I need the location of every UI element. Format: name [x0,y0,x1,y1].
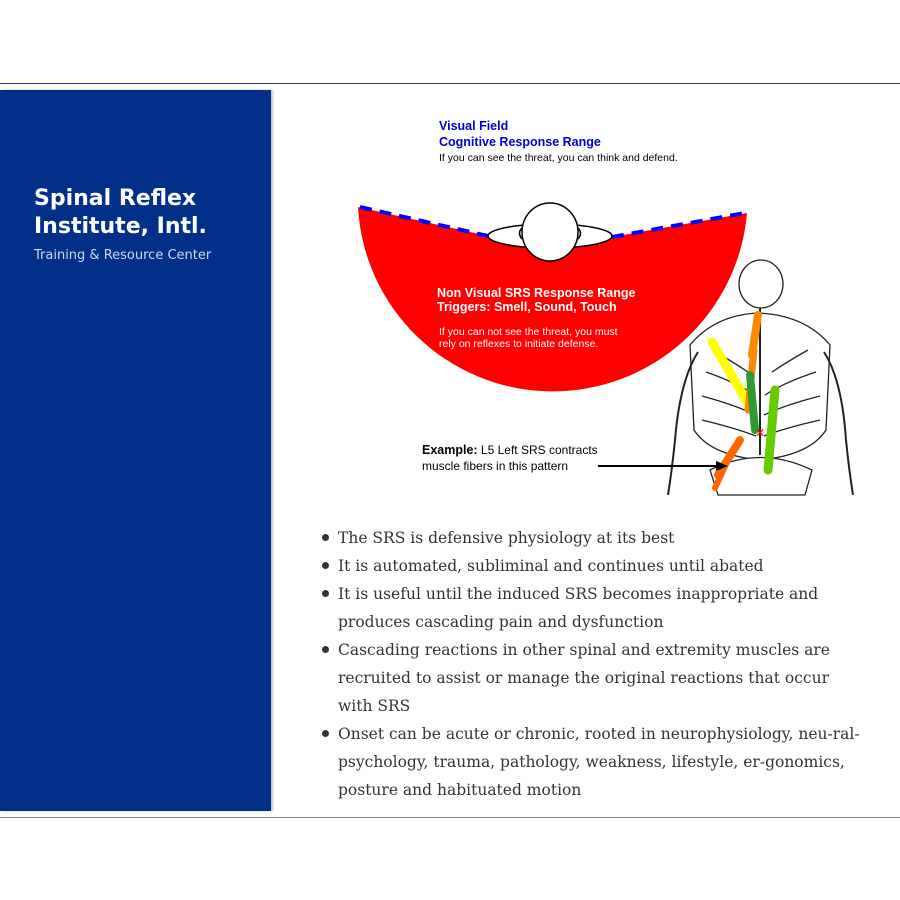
cognitive-range-heading: Cognitive Response Range [439,135,601,149]
non-visual-range-heading: Non Visual SRS Response Range [437,286,636,300]
reflex-text-line2: rely on reflexes to initiate defense. [439,338,599,350]
site-tagline: Training & Resource Center [34,248,212,263]
list-item: Onset can be acute or chronic, rooted in neurophysiology, neu-ral-psychology, trauma, pathology, weakness, lifestyle, er-gonomics, posture and habituated motion [320,720,860,804]
top-divider [0,83,900,84]
site-title[interactable]: Spinal Reflex Institute, Intl. [34,186,207,239]
example-caption-line2: muscle fibers in this pattern [422,459,569,473]
example-label: Example: [422,443,478,457]
list-item: It is automated, subliminal and continues until abated [320,552,860,580]
list-item: The SRS is defensive physiology at its best [320,524,860,552]
example-arrow-icon [598,461,728,471]
bottom-divider [0,817,900,818]
list-item: It is useful until the induced SRS becomes inappropriate and produces cascading pain and dysfunction [320,580,860,636]
example-caption-line1 [422,443,598,457]
srs-bullet-list [320,524,860,804]
list-item: Cascading reactions in other spinal and extremity muscles are recruited to assist or manage the original reactions that occur with SRS [320,636,860,720]
sidebar [0,90,271,811]
triggers-heading: Triggers: Smell, Sound, Touch [437,300,617,314]
example-text: L5 Left SRS contracts [477,443,598,457]
cognitive-range-text: If you can see the threat, you can think and defend. [439,152,678,164]
srs-response-range-diagram [350,110,855,500]
visual-field-heading: Visual Field [439,119,509,133]
l5-marker-icon: ✕ [755,426,766,440]
reflex-text-line1: If you can not see the threat, you must [439,326,618,338]
